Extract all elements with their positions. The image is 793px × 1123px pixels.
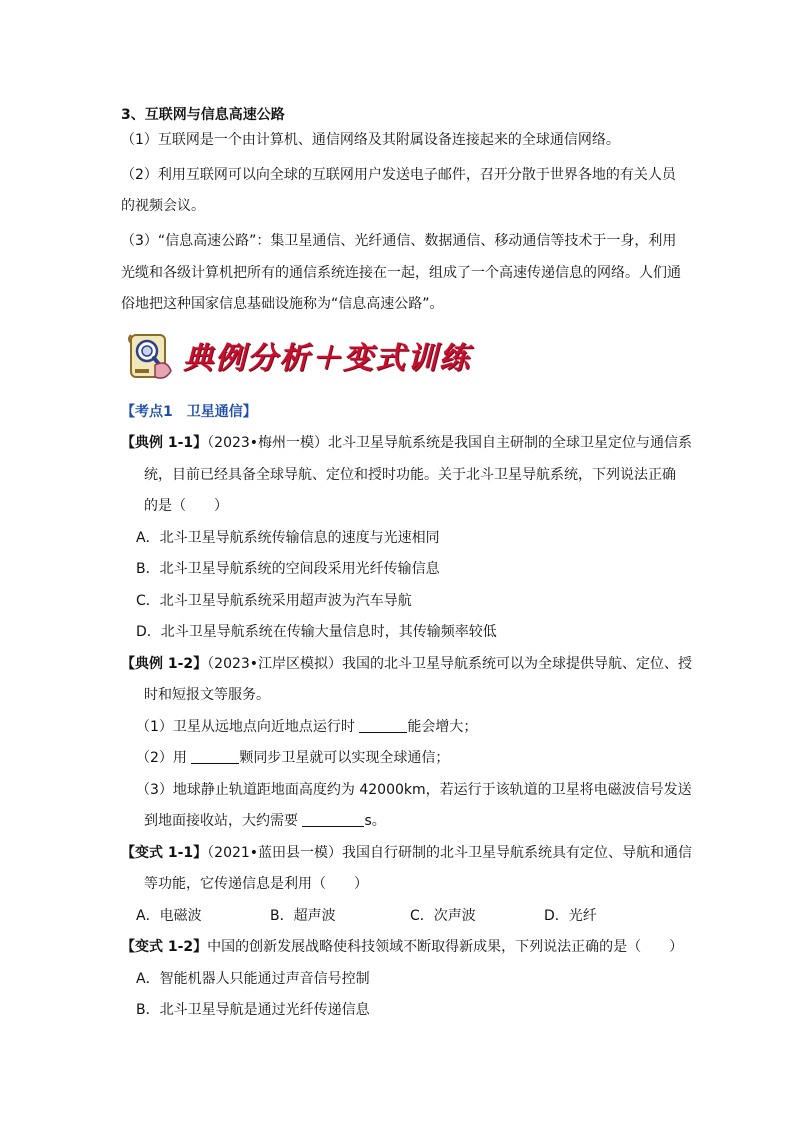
example-1-1-option-b: B．北斗卫星导航系统的空间段采用光纤传输信息: [136, 561, 440, 577]
variant-1-1-options: [136, 906, 597, 926]
q2-blank[interactable]: [191, 749, 239, 764]
analysis-icon: [125, 325, 177, 385]
variant-1-1-label: 【变式 1-1】: [121, 845, 208, 861]
variant-1-1-option-c: C．次声波: [410, 908, 476, 924]
paragraph-2b: 的视频会议。: [121, 198, 205, 214]
example-1-1-line-1: [121, 433, 692, 453]
variant-1-2-option-b: B．北斗卫星导航是通过光纤传递信息: [136, 1002, 370, 1018]
variant-1-1-text-1: （2021•蓝田县一模）我国自行研制的北斗卫星导航系统具有定位、导航和通信: [207, 845, 693, 861]
example-1-2-q3b: [144, 811, 386, 831]
example-1-2-label: 【典例 1-2】: [121, 656, 208, 672]
example-1-2-q1: [136, 717, 477, 737]
example-1-1-text-1: （2023•梅州一模）北斗卫星导航系统是我国自主研制的全球卫星定位与通信系: [207, 435, 693, 451]
example-1-1-option-a: A．北斗卫星导航系统传输信息的速度与光速相同: [136, 530, 440, 546]
variant-1-2-label: 【变式 1-2】: [121, 939, 208, 955]
variant-1-2-option-a: A．智能机器人只能通过声音信号控制: [136, 971, 370, 987]
variant-1-1-option-b: B．超声波: [270, 908, 336, 924]
example-1-2-line-1: [121, 654, 692, 674]
paragraph-1: （1）互联网是一个由计算机、通信网络及其附属设备连接起来的全球通信网络。: [121, 132, 620, 148]
variant-1-1-option-d: D．光纤: [544, 908, 597, 924]
paragraph-3c: 俗地把这种国家信息基础设施称为“信息高速公路”。: [121, 296, 444, 312]
banner-title: 典例分析＋变式训练: [183, 341, 471, 376]
variant-1-1-option-a: A．电磁波: [136, 908, 202, 924]
q1-text-a: （1）卫星从远地点向近地点运行时: [136, 719, 360, 735]
example-1-1-option-c: C．北斗卫星导航系统采用超声波为汽车导航: [136, 593, 412, 609]
q1-blank[interactable]: [359, 718, 407, 733]
variant-1-2-text-1: 中国的创新发展战略使科技领域不断取得新成果，下列说法正确的是（ ）: [207, 939, 684, 955]
variant-1-1-line-1: [121, 843, 692, 863]
q2-text-a: （2）用: [136, 750, 192, 766]
q3-text-c: s。: [364, 813, 386, 829]
section-banner: [125, 325, 471, 385]
example-1-1-line-3: 的是（ ）: [144, 498, 228, 514]
paragraph-3a: （3）“信息高速公路”：集卫星通信、光纤通信、数据通信、移动通信等技术于一身，利用: [121, 233, 677, 249]
kaodian-heading: 【考点1 卫星通信】: [121, 404, 257, 420]
example-1-1-option-d: D．北斗卫星导航系统在传输大量信息时，其传输频率较低: [136, 624, 497, 640]
q2-text-b: 颗同步卫星就可以实现全球通信；: [239, 750, 450, 766]
example-1-2-q2: [136, 748, 449, 768]
example-1-2-text-1: （2023•江岸区模拟）我国的北斗卫星导航系统可以为全球提供导航、定位、授: [207, 656, 693, 672]
variant-1-1-line-2: 等功能，它传递信息是利用（ ）: [144, 876, 368, 892]
q3-blank[interactable]: [302, 812, 364, 827]
q1-text-b: 能会增大；: [407, 719, 478, 735]
example-1-2-line-2: 时和短报文等服务。: [144, 687, 270, 703]
paragraph-3b: 光缆和各级计算机把所有的通信系统连接在一起，组成了一个高速传递信息的网络。人们通: [121, 265, 681, 281]
example-1-1-label: 【典例 1-1】: [121, 435, 208, 451]
section-title: 3、互联网与信息高速公路: [121, 107, 285, 123]
variant-1-2-line-1: [121, 937, 683, 957]
example-1-2-q3a: （3）地球静止轨道距地面高度约为 42000km，若运行于该轨道的卫星将电磁波信号发送: [136, 782, 692, 798]
q3-text-b: 到地面接收站，大约需要: [144, 813, 303, 829]
paragraph-2a: （2）利用互联网可以向全球的互联网用户发送电子邮件，召开分散于世界各地的有关人员: [121, 167, 676, 183]
example-1-1-line-2: 统，目前已经具备全球导航、定位和授时功能。关于北斗卫星导航系统，下列说法正确: [144, 467, 676, 483]
